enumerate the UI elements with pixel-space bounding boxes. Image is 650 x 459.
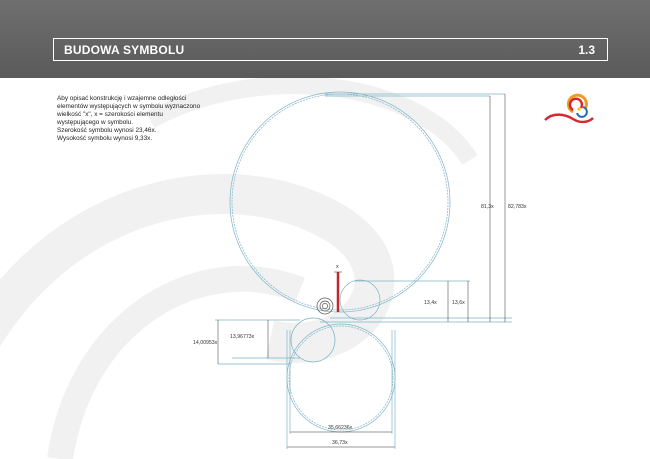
small-right-circle [340, 280, 380, 320]
bottom-circle-outer [287, 324, 395, 432]
description-line: występującego w symbolu. [57, 118, 134, 126]
description-line: Aby opisać konstrukcję i wzajemne odległości [57, 95, 187, 102]
big-circle [232, 94, 448, 310]
dim-big-inner: 81,3x [481, 204, 494, 210]
dim-big-outer: 82,783x [508, 204, 527, 210]
section-number: 1.3 [578, 43, 595, 57]
bottom-circle [289, 326, 393, 430]
unit-marker-label: x [336, 264, 339, 270]
small-left-circle [291, 318, 335, 362]
description-line: Szerokość symbolu wynosi 23,46x. [57, 126, 157, 134]
big-circle-outer [230, 92, 450, 312]
center-circle-inner [320, 301, 330, 311]
center-circle-core [322, 303, 327, 308]
dim-bottom-1: 35,66236x [328, 425, 353, 431]
dim-small-gap-2: 13,6x [452, 300, 465, 306]
center-circle [317, 298, 333, 314]
page-title: BUDOWA SYMBOLU [64, 43, 185, 57]
description-line: wielkość "x", x = szerokości elementu [57, 110, 163, 118]
dim-left-inner: 13,96773x [230, 334, 255, 340]
description-line: Wysokość symbolu wynosi 9,33x. [57, 134, 153, 142]
dim-small-gap-1: 13,4x [424, 300, 437, 306]
description-line: elementów występujących w symbolu wyznaczono [57, 102, 201, 110]
dim-bottom-2: 36,73x [332, 440, 348, 446]
dim-left-outer: 14,00953x [193, 340, 218, 346]
